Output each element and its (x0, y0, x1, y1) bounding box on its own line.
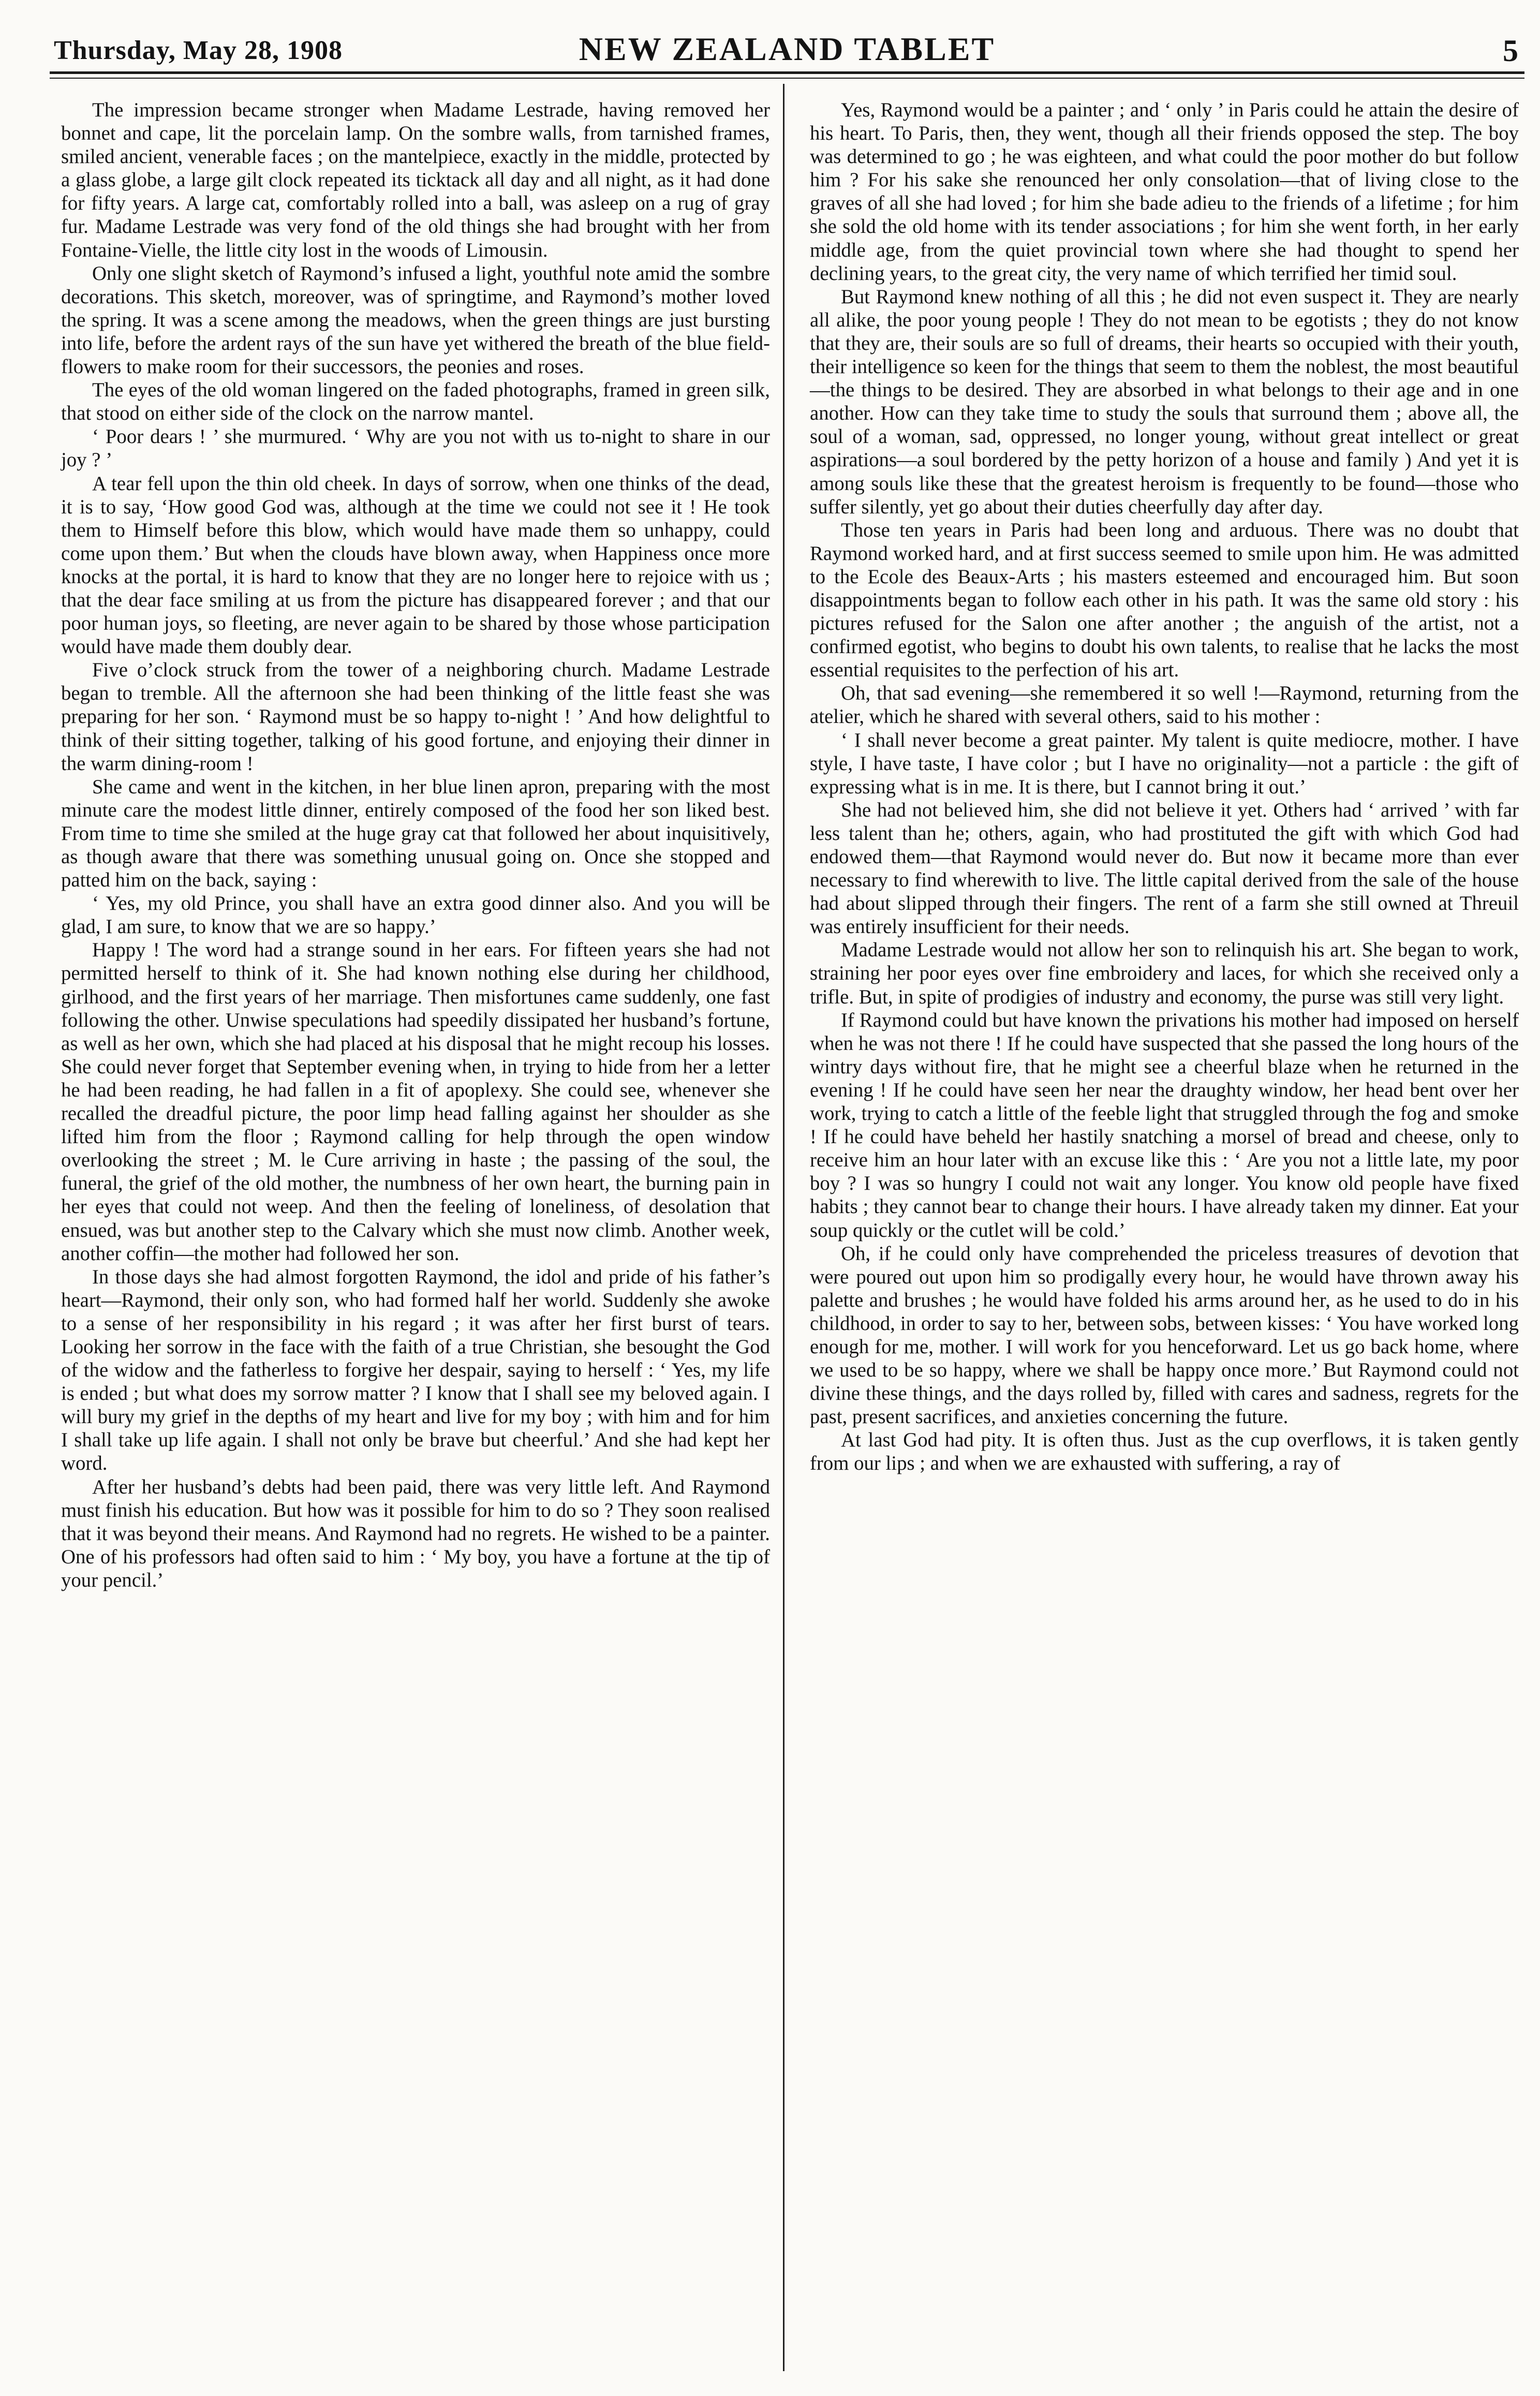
paragraph: In those days she had almost forgotten Raymond, the idol and pride of his father’s heart—Raymond, their only son, who had formed half her world. Suddenly she awoke to a sense of her responsibility in his regard ; it was after her first burst of tears. Looking her sorrow in the face with the faith of a true Christian, she besought the God of the widow and the fatherless to forgive her despair, saying to herself : ‘ Yes, my life is ended ; but what does my sorrow matter ? I know that I shall see my beloved again. I will bury my grief in the depths of my heart and live for my boy ; with him and for him I shall take up life again. I shall not only be brave but cheerful.’ And she had kept her word. (61, 1265, 770, 1475)
column-divider (783, 84, 784, 2371)
paragraph: Oh, if he could only have comprehended the priceless treasures of devotion that were poured out upon him so prodigally every hour, he would have thrown away his palette and brushes ; he would have folded his arms around her, as he used to do in his childhood, in order to say to her, between sobs, between kisses: ‘ You have worked long enough for me, mother. I will work for you henceforward. Let us go back home, where we used to be so happy, where we shall be happy once more.’ But Raymond could not divine these things, and the days rolled by, filled with cares and sadness, regrets for the past, present sacrifices, and anxieties concerning the future. (810, 1242, 1519, 1428)
paragraph: Five o’clock struck from the tower of a neighboring church. Madame Lestrade began to tremble. All the afternoon she had been thinking of the little feast she was preparing for her son. ‘ Raymond must be so happy to-night ! ’ And how delightful to think of their sitting together, talking of his good fortune, and enjoying their dinner in the warm dining-room ! (61, 659, 770, 775)
paragraph: Only one slight sketch of Raymond’s infused a light, youthful note amid the sombre decorations. This sketch, moreover, was of springtime, and Raymond’s mother loved the spring. It was a scene among the meadows, when the green things are just bursting into life, before the ardent rays of the sun have yet withered the breath of the blue field-flowers to make room for their successors, the peonies and roses. (61, 262, 770, 378)
paragraph: After her husband’s debts had been paid, there was very little left. And Raymond must finish his education. But how was it possible for him to do so ? They soon realised that it was beyond their means. And Raymond had no regrets. He wished to be a painter. One of his professors had often said to him : ‘ My boy, you have a fortune at the tip of your pencil.’ (61, 1475, 770, 1591)
header-rule-thin (50, 78, 1524, 79)
paragraph: She came and went in the kitchen, in her blue linen apron, preparing with the most minute care the modest little dinner, entirely composed of the food her son liked best. From time to time she smiled at the huge gray cat that followed her about inquisitively, as though aware that there was something unusual going on. Once she stopped and patted him on the back, saying : (61, 775, 770, 892)
page-number: 5 (1503, 34, 1518, 68)
newspaper-title: NEW ZEALAND TABLET (579, 31, 996, 67)
paragraph: A tear fell upon the thin old cheek. In days of sorrow, when one thinks of the dead, it is to say, ‘How good God was, although at the time we could not see it ! He took them to Himself before this blow, which would have made them so unhappy, could come upon them.’ But when the clouds have blown away, when Happiness once more knocks at the portal, it is hard to know that they are no longer here to rejoice with us ; that the dear face smiling at us from the picture has disappeared forever ; and that our poor human joys, so fleeting, are never again to be shared by those whose participation would have made them doubly dear. (61, 472, 770, 658)
header-rule (50, 71, 1524, 74)
paragraph: If Raymond could but have known the privations his mother had imposed on herself when he was not there ! If he could have suspected that she passed the long hours of the wintry days without fire, that he might see a cheerful blaze when he returned in the evening ! If he could have seen her near the draughty window, her head bent over her work, trying to catch a little of the feeble light that struggled through the fog and smoke ! If he could have beheld her hastily snatching a morsel of bread and cheese, only to receive him an hour later with an excuse like this : ‘ Are you not a little late, my poor boy ? I was so hungry I could not wait any longer. You know old people have fixed habits ; they cannot bear to change their hours. I have already taken my dinner. Eat your soup quickly or the cutlet will be cold.’ (810, 1009, 1519, 1241)
paragraph: Yes, Raymond would be a painter ; and ‘ only ’ in Paris could he attain the desire of his heart. To Paris, then, they went, though all their friends opposed the step. The boy was determined to go ; he was eighteen, and what could the poor mother do but follow him ? For his sake she renounced her only consolation—that of living close to the graves of all she had loved ; for him she bade adieu to the friends of a lifetime ; for him she sold the old home with its tender associations ; for him she went forth, in her early middle age, from the quiet provincial town where she had thought to spend her declining years, to the great city, the very name of which terrified her timid soul. (810, 99, 1519, 285)
paragraph: She had not believed him, she did not believe it yet. Others had ‘ arrived ’ with far less talent than he; others, again, who had prostituted the gift with which God had endowed them—that Raymond would never do. But now it became more than ever necessary to find wherewith to live. The little capital derived from the sale of the house had about slipped through their fingers. The rent of a farm she still owned at Threuil was entirely insufficient for their needs. (810, 798, 1519, 938)
paragraph: ‘ Poor dears ! ’ she murmured. ‘ Why are you not with us to-night to share in our joy ? ’ (61, 425, 770, 471)
right-column (810, 98, 1519, 1475)
paragraph: The impression became stronger when Madame Lestrade, having removed her bonnet and cape, lit the porcelain lamp. On the sombre walls, from tarnished frames, smiled ancient, venerable faces ; on the mantelpiece, exactly in the middle, protected by a glass globe, a large gilt clock repeated its ticktack all day and all night, as it had done for fifty years. A large cat, comfortably rolled into a ball, was asleep on a rug of gray fur. Madame Lestrade was very fond of the old things she had brought with her from Fontaine-Vielle, the little city lost in the woods of Limousin. (61, 99, 770, 261)
paragraph: The eyes of the old woman lingered on the faded photographs, framed in green silk, that stood on either side of the clock on the narrow mantel. (61, 379, 770, 425)
paragraph: At last God had pity. It is often thus. Just as the cup overflows, it is taken gently from our lips ; and when we are exhausted with suffering, a ray of (810, 1429, 1519, 1475)
masthead (50, 30, 1524, 71)
paragraph: ‘ I shall never become a great painter. My talent is quite mediocre, mother. I have style, I have taste, I have color ; but I have no originality—not a particle : the gift of expressing what is in me. It is there, but I cannot bring it out.’ (810, 729, 1519, 798)
paragraph: But Raymond knew nothing of all this ; he did not even suspect it. They are nearly all alike, the poor young people ! They do not mean to be egotists ; they do not know that they are, their souls are so full of dreams, their hearts so occupied with their youth, their intelligence so keen for the things that seem to them the noblest, the most beautiful—the things to be desired. They are absorbed in what belongs to their age and in one another. How can they take time to study the souls that surround them ; above all, the soul of a woman, sad, oppressed, no longer young, without great intellect or great aspirations—a soul bordered by the petty horizon of a house and family ) And yet it is among souls like these that the greatest heroism is frequently to be found—those who suffer silently, yet go about their duties cheerfully day after day. (810, 285, 1519, 518)
paragraph: Those ten years in Paris had been long and arduous. There was no doubt that Raymond worked hard, and at first success seemed to smile upon him. He was admitted to the Ecole des Beaux-Arts ; his masters esteemed and encouraged him. But soon disappointments began to follow each other in his path. It was the same old story : his pictures refused for the Salon one after another ; the anguish of the artist, not a confirmed egotist, who begins to doubt his own talents, to realise that he lacks the most essential requisites to the perfection of his art. (810, 519, 1519, 682)
issue-date: Thursday, May 28, 1908 (54, 36, 343, 65)
left-column (61, 98, 770, 1592)
paragraph: Madame Lestrade would not allow her son to relinquish his art. She began to work, straining her poor eyes over fine embroidery and laces, for which she received only a trifle. But, in spite of prodigies of industry and economy, the purse was still very light. (810, 939, 1519, 1008)
paragraph: Happy ! The word had a strange sound in her ears. For fifteen years she had not permitted herself to think of it. She had known nothing else during her childhood, girlhood, and the first years of her marriage. Then misfortunes came suddenly, one fast following the other. Unwise speculations had speedily dissipated her husband’s fortune, as well as her own, which she had placed at his disposal that he might recoup his losses. She could never forget that September evening when, in trying to hide from her a letter he had been reading, he had fallen in a fit of apoplexy. She could see, whenever she recalled the dreadful picture, the poor limp head falling against her shoulder as she lifted him from the floor ; Raymond calling for help through the open window overlooking the street ; M. le Cure arriving in haste ; the passing of the soul, the funeral, the grief of the old mother, the numbness of her own heart, the burning pain in her eyes that could not weep. And then the feeling of loneliness, of desolation that ensued, was but another step to the Calvary which she must now climb. Another week, another coffin—the mother had followed her son. (61, 939, 770, 1265)
paragraph: Oh, that sad evening—she remembered it so well !—Raymond, returning from the atelier, which he shared with several others, said to his mother : (810, 682, 1519, 728)
paragraph: ‘ Yes, my old Prince, you shall have an extra good dinner also. And you will be glad, I am sure, to know that we are so happy.’ (61, 892, 770, 938)
